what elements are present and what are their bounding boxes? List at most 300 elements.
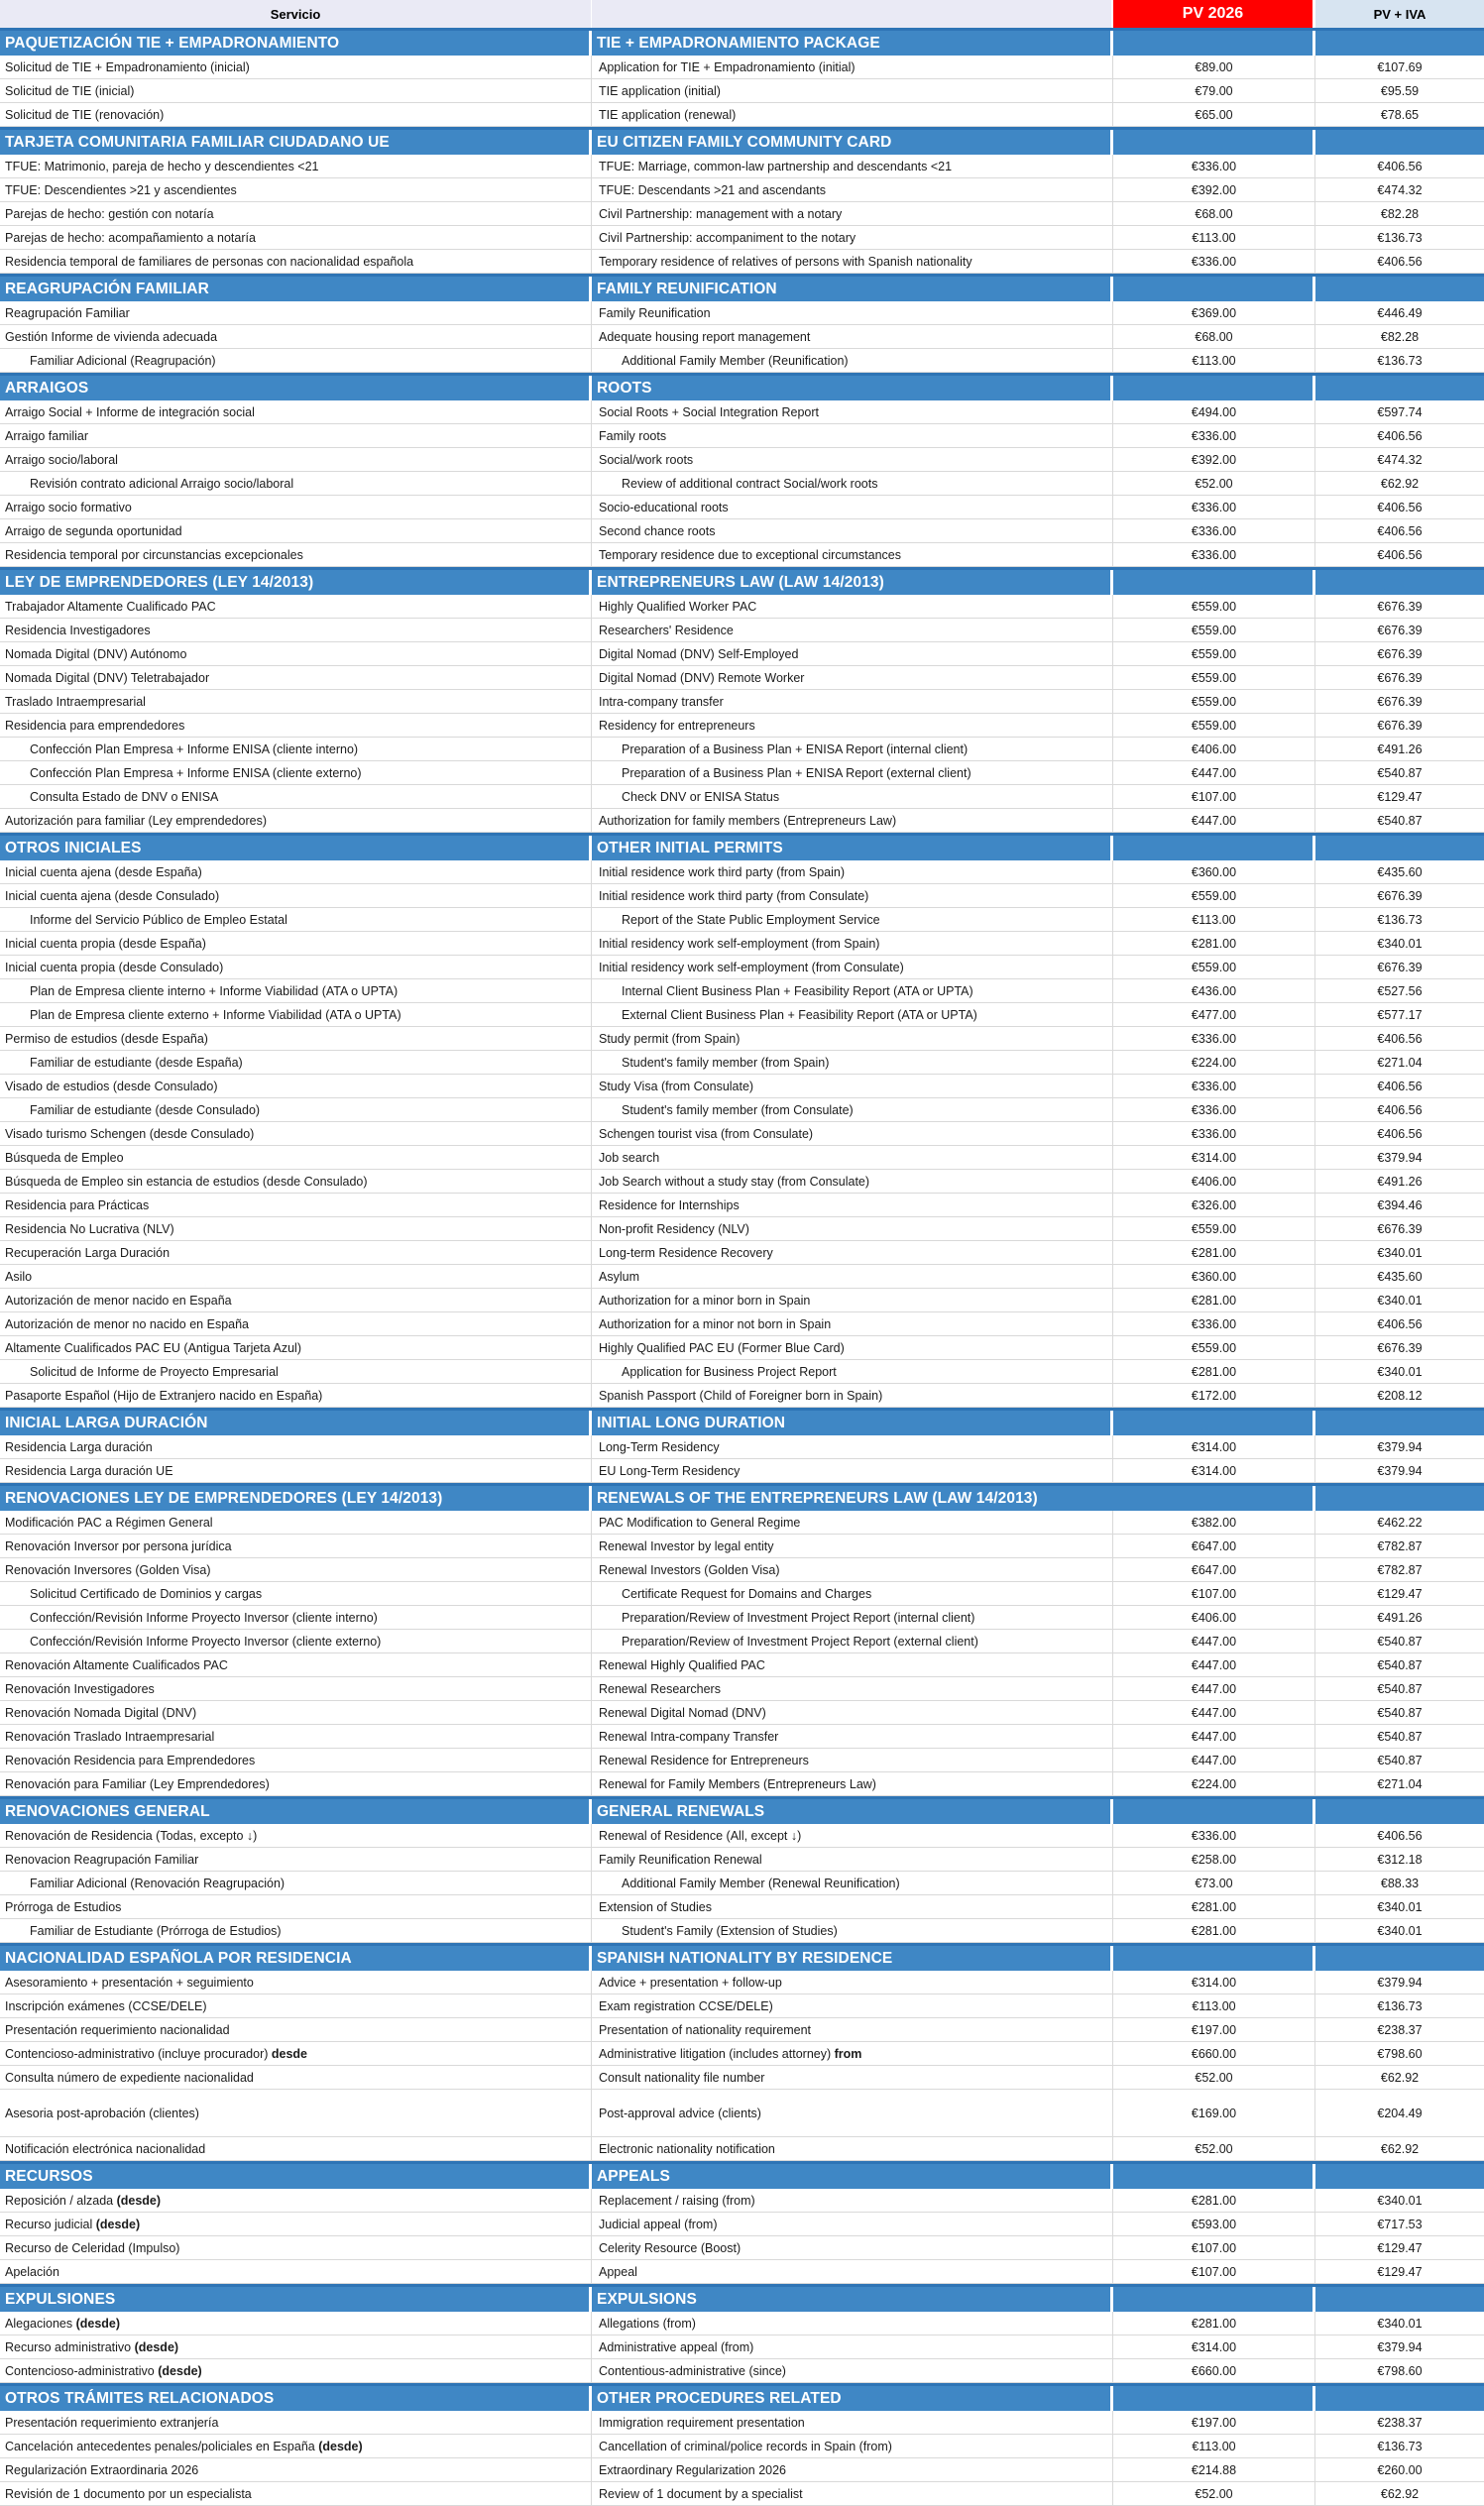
table-row [0, 1360, 1484, 1384]
service-es-text: Reposición / alzada [5, 2193, 117, 2208]
table-row [0, 1511, 1484, 1535]
service-en-cell [592, 1677, 1113, 1701]
section-title-es: RENOVACIONES LEY DE EMPRENDEDORES (LEY 14/2013) [0, 1486, 592, 1511]
service-en-text: TFUE: Descendants >21 and ascendants [599, 182, 826, 197]
price-iva-cell: €62.92 [1315, 2066, 1484, 2090]
service-es-cell [0, 1772, 592, 1796]
service-en-text: Advice + presentation + follow-up [599, 1975, 782, 1990]
service-en-text: EU Long-Term Residency [599, 1463, 741, 1478]
price-pv-cell: €113.00 [1113, 908, 1315, 932]
service-en-text: Judicial appeal (from) [599, 2217, 718, 2231]
service-es-cell [0, 2482, 592, 2506]
table-row [0, 1872, 1484, 1895]
price-iva-cell: €406.56 [1315, 1027, 1484, 1051]
price-iva-cell: €379.94 [1315, 1971, 1484, 1994]
service-en-cell [592, 1606, 1113, 1630]
service-es-cell [0, 2090, 592, 2137]
service-en-cell [592, 1265, 1113, 1289]
price-iva-cell: €340.01 [1315, 1241, 1484, 1265]
service-es-text: Familiar Adicional (Renovación Reagrupación) [30, 1876, 285, 1890]
table-row [0, 496, 1484, 519]
service-en-text: Student's family member (from Spain) [622, 1055, 830, 1070]
service-es-text: Búsqueda de Empleo [5, 1150, 124, 1165]
section-title-en: FAMILY REUNIFICATION [592, 277, 1113, 301]
service-en-cell [592, 1289, 1113, 1312]
service-es-text: Revisión de 1 documento por un especialista [5, 2486, 252, 2501]
service-es-cell [0, 56, 592, 79]
service-es-text: Consulta número de expediente nacionalidad [5, 2070, 254, 2085]
service-es-cell [0, 1895, 592, 1919]
section-filler-iva [1315, 31, 1484, 56]
service-es-text: Cancelación antecedentes penales/policiales en España [5, 2439, 319, 2453]
service-en-text: Consult nationality file number [599, 2070, 765, 2085]
service-en-cell [592, 2066, 1113, 2090]
table-row [0, 642, 1484, 666]
price-pv-cell: €314.00 [1113, 2335, 1315, 2359]
service-es-text: Arraigo Social + Informe de integración social [5, 404, 255, 419]
price-iva-cell: €204.49 [1315, 2090, 1484, 2137]
price-pv-cell: €336.00 [1113, 424, 1315, 448]
service-es-text: Residencia para emprendedores [5, 718, 185, 733]
table-row [0, 1289, 1484, 1312]
service-en-cell [592, 1435, 1113, 1459]
service-en-cell [592, 1919, 1113, 1943]
price-pv-cell: €447.00 [1113, 1749, 1315, 1772]
price-pv-cell: €559.00 [1113, 714, 1315, 738]
service-en-text: Social Roots + Social Integration Report [599, 404, 819, 419]
service-en-cell [592, 496, 1113, 519]
service-en-cell [592, 1848, 1113, 1872]
table-row [0, 1606, 1484, 1630]
service-es-text: Residencia No Lucrativa (NLV) [5, 1221, 174, 1236]
price-pv-cell: €447.00 [1113, 1630, 1315, 1653]
service-en-text: Certificate Request for Domains and Charges [622, 1586, 872, 1601]
section-title-en: RENEWALS OF THE ENTREPRENEURS LAW (LAW 14/2013) [592, 1486, 1315, 1511]
table-row [0, 349, 1484, 373]
service-es-cell [0, 1312, 592, 1336]
service-es-cell [0, 103, 592, 127]
price-iva-cell: €474.32 [1315, 448, 1484, 472]
section-title-en: OTHER PROCEDURES RELATED [592, 2386, 1113, 2411]
service-en-text: Initial residency work self-employment (from Consulate) [599, 960, 904, 974]
service-es-cell [0, 1653, 592, 1677]
price-pv-cell: €113.00 [1113, 349, 1315, 373]
section-filler-iva [1315, 1486, 1484, 1511]
service-es-text: Renovación Investigadores [5, 1681, 155, 1696]
service-es-text: Búsqueda de Empleo sin estancia de estudios (desde Consulado) [5, 1174, 368, 1189]
section-title-es: RECURSOS [0, 2164, 592, 2189]
service-es-text: Autorización para familiar (Ley emprendedores) [5, 813, 268, 828]
service-es-text: Renovación Inversores (Golden Visa) [5, 1562, 211, 1577]
service-en-text: Asylum [599, 1269, 639, 1284]
service-en-text: Check DNV or ENISA Status [622, 789, 780, 804]
section-header-row [0, 127, 1484, 155]
price-pv-cell: €314.00 [1113, 1435, 1315, 1459]
service-en-cell [592, 595, 1113, 619]
section-header-row [0, 373, 1484, 400]
price-iva-cell: €136.73 [1315, 2435, 1484, 2458]
section-header-row [0, 2284, 1484, 2312]
price-pv-cell: €477.00 [1113, 1003, 1315, 1027]
service-en-cell [592, 519, 1113, 543]
section-filler-iva [1315, 2287, 1484, 2312]
service-en-cell [592, 1075, 1113, 1098]
table-row [0, 1971, 1484, 1994]
service-en-text: Initial residency work self-employment (from Spain) [599, 936, 880, 951]
price-pv-cell: €494.00 [1113, 400, 1315, 424]
service-es-text: Confección/Revisión Informe Proyecto Inversor (cliente interno) [30, 1610, 378, 1625]
section-filler-pv [1113, 1799, 1315, 1824]
service-en-text: Application for TIE + Empadronamiento (initial) [599, 59, 856, 74]
service-en-text: Renewal Investors (Golden Visa) [599, 1562, 780, 1577]
price-pv-cell: €68.00 [1113, 325, 1315, 349]
service-en-cell [592, 2359, 1113, 2383]
section-title-es: OTROS TRÁMITES RELACIONADOS [0, 2386, 592, 2411]
price-pv-cell: €406.00 [1113, 1606, 1315, 1630]
service-en-cell [592, 301, 1113, 325]
service-es-cell [0, 1098, 592, 1122]
table-row [0, 1170, 1484, 1194]
service-es-text: Arraigo socio/laboral [5, 452, 118, 467]
section-header-row [0, 1943, 1484, 1971]
price-pv-cell: €281.00 [1113, 1895, 1315, 1919]
price-iva-cell: €129.47 [1315, 2260, 1484, 2284]
table-row [0, 1653, 1484, 1677]
table-row [0, 424, 1484, 448]
section-filler-pv [1113, 2164, 1315, 2189]
column-header-pv-2026: PV 2026 [1113, 0, 1315, 28]
service-es-cell [0, 2066, 592, 2090]
service-es-bold: (desde) [95, 2217, 141, 2231]
service-en-cell [592, 2090, 1113, 2137]
section-filler-iva [1315, 2164, 1484, 2189]
section-title-es: RENOVACIONES GENERAL [0, 1799, 592, 1824]
service-es-cell [0, 543, 592, 567]
service-en-text: Review of 1 document by a specialist [599, 2486, 803, 2501]
price-iva-cell: €491.26 [1315, 1170, 1484, 1194]
price-iva-cell: €676.39 [1315, 714, 1484, 738]
price-iva-cell: €208.12 [1315, 1384, 1484, 1408]
service-en-text: Researchers' Residence [599, 623, 734, 637]
service-es-text: Familiar de Estudiante (Prórroga de Estudios) [30, 1923, 282, 1938]
section-filler-iva [1315, 1411, 1484, 1435]
price-pv-cell: €559.00 [1113, 1336, 1315, 1360]
service-en-cell [592, 2482, 1113, 2506]
service-en-cell [592, 1241, 1113, 1265]
table-row [0, 325, 1484, 349]
service-en-cell [592, 1725, 1113, 1749]
service-en-cell [592, 2213, 1113, 2236]
price-pv-cell: €559.00 [1113, 884, 1315, 908]
service-es-bold: (desde) [158, 2363, 202, 2378]
service-en-text: Temporary residence of relatives of persons with Spanish nationality [599, 254, 972, 269]
service-en-text: Family Reunification Renewal [599, 1852, 762, 1867]
service-es-cell [0, 1677, 592, 1701]
service-es-cell [0, 690, 592, 714]
service-es-cell [0, 1289, 592, 1312]
table-row [0, 1241, 1484, 1265]
price-iva-cell: €491.26 [1315, 738, 1484, 761]
service-en-text: Schengen tourist visa (from Consulate) [599, 1126, 814, 1141]
service-es-text: Parejas de hecho: gestión con notaría [5, 206, 214, 221]
section-title-en: OTHER INITIAL PERMITS [592, 836, 1113, 860]
price-pv-cell: €392.00 [1113, 448, 1315, 472]
service-es-text: Renovación para Familiar (Ley Emprendedores) [5, 1776, 270, 1791]
price-pv-cell: €336.00 [1113, 250, 1315, 274]
section-title-es: INICIAL LARGA DURACIÓN [0, 1411, 592, 1435]
service-es-cell [0, 738, 592, 761]
price-pv-cell: €52.00 [1113, 2066, 1315, 2090]
service-en-cell [592, 1217, 1113, 1241]
price-pv-cell: €314.00 [1113, 1146, 1315, 1170]
service-es-text: Arraigo de segunda oportunidad [5, 523, 182, 538]
service-es-text: Consulta Estado de DNV o ENISA [30, 789, 219, 804]
service-es-text: Nomada Digital (DNV) Teletrabajador [5, 670, 210, 685]
price-iva-cell: €676.39 [1315, 1217, 1484, 1241]
service-es-text: Inicial cuenta propia (desde España) [5, 936, 206, 951]
section-title-es: TARJETA COMUNITARIA FAMILIAR CIUDADANO UE [0, 130, 592, 155]
service-en-text: Renewal Intra-company Transfer [599, 1729, 779, 1744]
price-pv-cell: €281.00 [1113, 1289, 1315, 1312]
service-en-cell [592, 155, 1113, 178]
service-es-text: Presentación requerimiento extranjería [5, 2415, 219, 2430]
service-en-text: Authorization for a minor not born in Spain [599, 1316, 832, 1331]
service-en-text: Renewal of Residence (All, except ↓) [599, 1828, 802, 1843]
service-es-cell [0, 1919, 592, 1943]
table-row [0, 448, 1484, 472]
service-en-text: Spanish Passport (Child of Foreigner born in Spain) [599, 1388, 883, 1403]
table-row [0, 2213, 1484, 2236]
service-en-cell [592, 202, 1113, 226]
service-es-text: Pasaporte Español (Hijo de Extranjero nacido en España) [5, 1388, 323, 1403]
section-filler-pv [1113, 1946, 1315, 1971]
service-en-cell [592, 1122, 1113, 1146]
service-en-text: Presentation of nationality requirement [599, 2022, 812, 2037]
service-es-cell [0, 1535, 592, 1558]
service-es-cell [0, 1994, 592, 2018]
price-iva-cell: €379.94 [1315, 2335, 1484, 2359]
service-es-text: Apelación [5, 2264, 59, 2279]
price-iva-cell: €340.01 [1315, 1360, 1484, 1384]
table-row [0, 1824, 1484, 1848]
service-en-text: Initial residence work third party (from Spain) [599, 864, 846, 879]
table-row [0, 809, 1484, 833]
service-es-cell [0, 325, 592, 349]
service-es-text: Traslado Intraempresarial [5, 694, 146, 709]
table-row [0, 1075, 1484, 1098]
section-filler-pv [1113, 2386, 1315, 2411]
table-row [0, 543, 1484, 567]
service-en-text: Authorization for family members (Entrepreneurs Law) [599, 813, 897, 828]
price-iva-cell: €798.60 [1315, 2042, 1484, 2066]
service-en-text: Review of additional contract Social/work roots [622, 476, 878, 491]
service-en-cell [592, 738, 1113, 761]
service-en-text: TIE application (renewal) [599, 107, 737, 122]
price-iva-cell: €129.47 [1315, 785, 1484, 809]
price-iva-cell: €540.87 [1315, 1677, 1484, 1701]
service-en-cell [592, 1895, 1113, 1919]
price-pv-cell: €593.00 [1113, 2213, 1315, 2236]
section-title-es: OTROS INICIALES [0, 836, 592, 860]
service-en-text: Student's family member (from Consulate) [622, 1102, 854, 1117]
service-es-cell [0, 1824, 592, 1848]
service-en-cell [592, 1146, 1113, 1170]
service-es-cell [0, 448, 592, 472]
price-pv-cell: €281.00 [1113, 1360, 1315, 1384]
service-en-cell [592, 2411, 1113, 2435]
price-iva-cell: €136.73 [1315, 908, 1484, 932]
price-pv-cell: €392.00 [1113, 178, 1315, 202]
price-pv-cell: €281.00 [1113, 1241, 1315, 1265]
price-iva-cell: €782.87 [1315, 1558, 1484, 1582]
service-es-bold: (desde) [318, 2439, 363, 2453]
service-en-text: Cancellation of criminal/police records in Spain (from) [599, 2439, 892, 2453]
service-es-text: Confección/Revisión Informe Proyecto Inversor (cliente externo) [30, 1634, 382, 1649]
table-row [0, 1194, 1484, 1217]
service-en-text: Report of the State Public Employment Service [622, 912, 880, 927]
service-es-cell [0, 301, 592, 325]
price-pv-cell: €447.00 [1113, 761, 1315, 785]
price-pv-cell: €382.00 [1113, 1511, 1315, 1535]
price-pv-cell: €326.00 [1113, 1194, 1315, 1217]
table-header-row [0, 0, 1484, 28]
price-pv-cell: €406.00 [1113, 1170, 1315, 1194]
service-en-cell [592, 103, 1113, 127]
service-es-cell [0, 2335, 592, 2359]
service-en-text: Digital Nomad (DNV) Remote Worker [599, 670, 805, 685]
table-row [0, 1435, 1484, 1459]
service-en-cell [592, 860, 1113, 884]
service-en-cell [592, 2335, 1113, 2359]
service-en-text: Family Reunification [599, 305, 711, 320]
price-pv-cell: €559.00 [1113, 1217, 1315, 1241]
service-es-text: Modificación PAC a Régimen General [5, 1515, 213, 1530]
service-es-text: Prórroga de Estudios [5, 1899, 122, 1914]
service-es-cell [0, 666, 592, 690]
price-pv-cell: €281.00 [1113, 1919, 1315, 1943]
price-iva-cell: €379.94 [1315, 1459, 1484, 1483]
service-es-text: Arraigo socio formativo [5, 500, 132, 514]
service-en-text: Long-term Residence Recovery [599, 1245, 773, 1260]
table-row [0, 1994, 1484, 2018]
section-title-en: GENERAL RENEWALS [592, 1799, 1113, 1824]
price-pv-cell: €224.00 [1113, 1051, 1315, 1075]
service-es-cell [0, 1582, 592, 1606]
table-row [0, 1027, 1484, 1051]
price-pv-cell: €113.00 [1113, 1994, 1315, 2018]
service-en-cell [592, 2435, 1113, 2458]
service-en-cell [592, 642, 1113, 666]
service-en-cell [592, 2312, 1113, 2335]
service-es-cell [0, 1336, 592, 1360]
table-row [0, 884, 1484, 908]
service-en-cell [592, 543, 1113, 567]
section-filler-pv [1113, 1411, 1315, 1435]
service-es-cell [0, 1435, 592, 1459]
section-title-es: LEY DE EMPRENDEDORES (LEY 14/2013) [0, 570, 592, 595]
service-es-cell [0, 2435, 592, 2458]
price-iva-cell: €676.39 [1315, 642, 1484, 666]
price-pv-cell: €314.00 [1113, 1459, 1315, 1483]
service-en-cell [592, 1027, 1113, 1051]
table-row [0, 1582, 1484, 1606]
service-en-cell [592, 400, 1113, 424]
service-es-cell [0, 1872, 592, 1895]
service-es-text: Renovación Traslado Intraempresarial [5, 1729, 215, 1744]
service-es-cell [0, 2189, 592, 2213]
service-es-cell [0, 1051, 592, 1075]
price-pv-cell: €336.00 [1113, 1027, 1315, 1051]
service-es-cell [0, 761, 592, 785]
price-iva-cell: €406.56 [1315, 250, 1484, 274]
table-row [0, 2335, 1484, 2359]
service-es-text: Renovación Nomada Digital (DNV) [5, 1705, 197, 1720]
price-iva-cell: €406.56 [1315, 519, 1484, 543]
service-en-text: Highly Qualified PAC EU (Former Blue Card) [599, 1340, 845, 1355]
price-iva-cell: €238.37 [1315, 2411, 1484, 2435]
service-en-cell [592, 714, 1113, 738]
column-header-servicio: Servicio [0, 0, 592, 28]
service-en-text: Family roots [599, 428, 667, 443]
price-iva-cell: €676.39 [1315, 595, 1484, 619]
service-en-text: Electronic nationality notification [599, 2141, 775, 2156]
service-en-cell [592, 690, 1113, 714]
service-es-text: Informe del Servicio Público de Empleo Estatal [30, 912, 287, 927]
service-en-text: Highly Qualified Worker PAC [599, 599, 757, 614]
service-en-text: Second chance roots [599, 523, 716, 538]
price-iva-cell: €406.56 [1315, 496, 1484, 519]
service-en-text: Replacement / raising (from) [599, 2193, 755, 2208]
service-es-cell [0, 2042, 592, 2066]
service-es-text: Visado de estudios (desde Consulado) [5, 1079, 218, 1093]
price-pv-cell: €336.00 [1113, 1312, 1315, 1336]
service-en-text: Digital Nomad (DNV) Self-Employed [599, 646, 799, 661]
price-iva-cell: €798.60 [1315, 2359, 1484, 2383]
section-filler-iva [1315, 376, 1484, 400]
service-en-text: Additional Family Member (Renewal Reunification) [622, 1876, 900, 1890]
section-title-en: EU CITIZEN FAMILY COMMUNITY CARD [592, 130, 1113, 155]
price-pv-cell: €336.00 [1113, 1122, 1315, 1146]
service-en-cell [592, 2236, 1113, 2260]
table-row [0, 1919, 1484, 1943]
price-iva-cell: €782.87 [1315, 1535, 1484, 1558]
section-title-es: ARRAIGOS [0, 376, 592, 400]
service-en-text: Social/work roots [599, 452, 694, 467]
price-pv-cell: €660.00 [1113, 2042, 1315, 2066]
table-row [0, 2260, 1484, 2284]
service-en-cell [592, 472, 1113, 496]
service-en-text: TIE application (initial) [599, 83, 721, 98]
table-row [0, 226, 1484, 250]
service-es-cell [0, 908, 592, 932]
section-header-row [0, 567, 1484, 595]
service-es-cell [0, 642, 592, 666]
service-en-cell [592, 325, 1113, 349]
service-en-text: Civil Partnership: accompaniment to the notary [599, 230, 856, 245]
service-es-text: Residencia temporal por circunstancias excepcionales [5, 547, 303, 562]
table-row [0, 2359, 1484, 2383]
service-es-cell [0, 1630, 592, 1653]
service-en-cell [592, 619, 1113, 642]
service-en-text: Preparation/Review of Investment Project Report (internal client) [622, 1610, 975, 1625]
service-en-text: Preparation of a Business Plan + ENISA Report (external client) [622, 765, 971, 780]
service-es-cell [0, 1170, 592, 1194]
service-es-cell [0, 1606, 592, 1630]
service-en-text: Allegations (from) [599, 2316, 696, 2331]
service-es-text: Recurso judicial [5, 2217, 96, 2231]
service-en-text: Administrative litigation (includes attorney) [599, 2046, 835, 2061]
service-es-cell [0, 809, 592, 833]
